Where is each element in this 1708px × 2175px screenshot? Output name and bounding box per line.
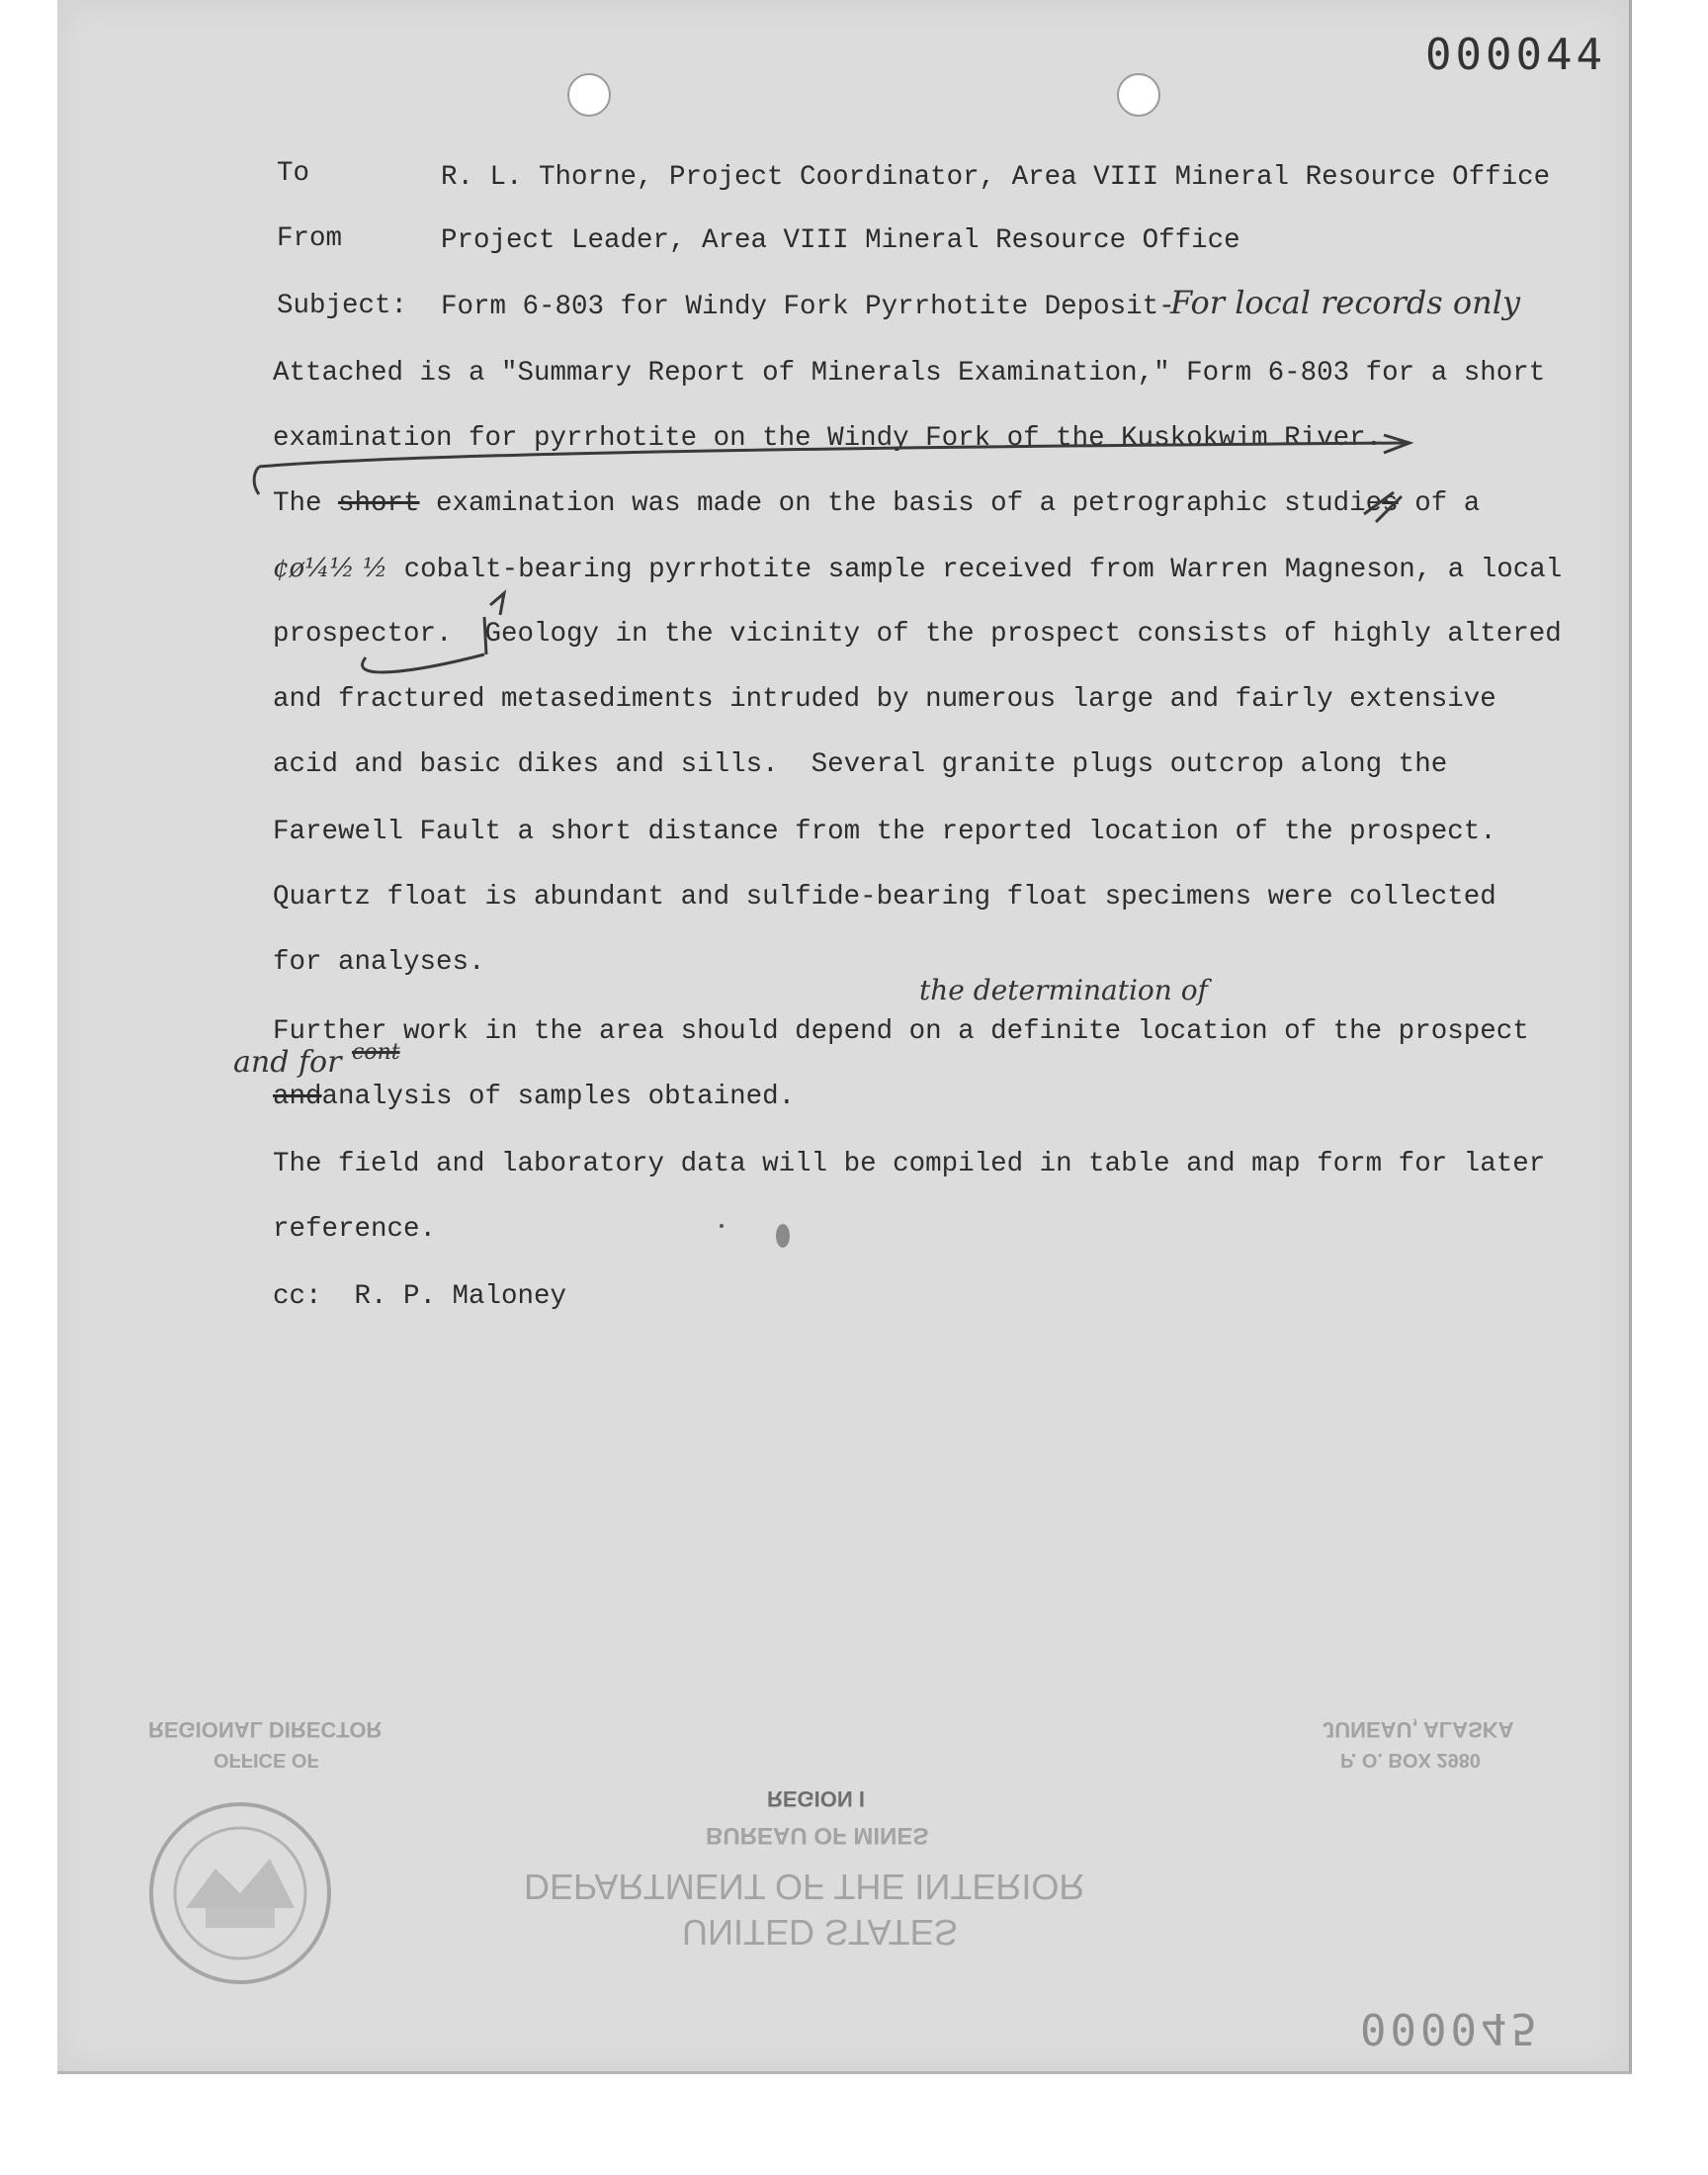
letterhead-center-line4: UNITED STATES [682,1912,958,1953]
body-line-14: reference. [273,1214,437,1245]
letterhead-right-line1: JUNEAU, ALASKA [1323,1717,1514,1742]
struck-letter-s: s [1382,488,1399,519]
from-value: Project Leader, Area VIII Mineral Resource Office [441,225,1240,256]
struck-prefix: ¢ø¼½ ½ [273,554,388,583]
body-line-4-text: cobalt-bearing pyrrhotite sample received from Warren Magneson, a local [403,555,1563,585]
department-seal [146,1799,334,1987]
to-label: To [277,158,310,189]
subject-label: Subject: [277,291,408,321]
body-line-3: The short examination was made on the basis of a petrographic studies of a [273,488,1481,519]
handwritten-determination: the determination of [919,974,1208,1006]
body-line-6: and fractured metasediments intruded by numerous large and fairly extensive [273,684,1496,715]
document-number-bottom: 000045 [1360,2003,1541,2053]
to-value: R. L. Thorne, Project Coordinator, Area VIII Mineral Resource Office [441,162,1551,193]
subject-handwritten-note: For local records only [1170,284,1521,321]
body-line-11: Further work in the area should depend on a definite location of the prospect [273,1016,1529,1047]
letterhead-center-line2: BUREAU OF MINES [706,1822,929,1849]
body-line-9: Quartz float is abundant and sulfide-bearing float specimens were collected [273,882,1496,913]
body-line-13: The field and laboratory data will be compiled in table and map form for later [273,1149,1546,1179]
document-number-top: 000044 [1425,30,1606,80]
handwritten-and-for: and for [233,1045,342,1080]
from-label: From [277,223,343,254]
body-line-8: Farewell Fault a short distance from the reported location of the prospect. [273,817,1496,847]
letterhead-left-line2: OFFICE OF [214,1749,319,1771]
body-line-12-rest: analysis of samples obtained. [321,1082,796,1112]
body-line-2: examination for pyrrhotite on the Windy Fork of the Kuskokwim River. [273,423,1383,454]
letterhead-center-line1: REGION I [767,1786,866,1811]
body-line-7: acid and basic dikes and sills. Several granite plugs outcrop along the [273,749,1448,780]
letterhead-center-line3: DEPARTMENT OF THE INTERIOR [524,1867,1085,1907]
body-line-3-rest: examination was made on the basis of a petrographic studie [419,488,1383,519]
struck-word-and: and [273,1082,322,1112]
body-line-10: for analyses. [273,947,485,978]
struck-word-short: short [338,488,420,519]
subject-value: Form 6-803 for Windy Fork Pyrrhotite Deposit- [441,292,1175,322]
cc-line: cc: R. P. Maloney [273,1281,567,1312]
handwritten-crossed-word: cont [352,1040,400,1065]
letterhead-right-line2: P. O. BOX 2980 [1340,1749,1481,1771]
body-line-5: prospector. Geology in the vicinity of the prospect consists of highly altered [273,619,1562,650]
letterhead-left-line1: REGIONAL DIRECTOR [148,1717,383,1742]
body-line-1: Attached is a "Summary Report of Minerals Examination," Form 6-803 for a short [273,358,1546,389]
body-line-3-start: The [273,488,339,519]
